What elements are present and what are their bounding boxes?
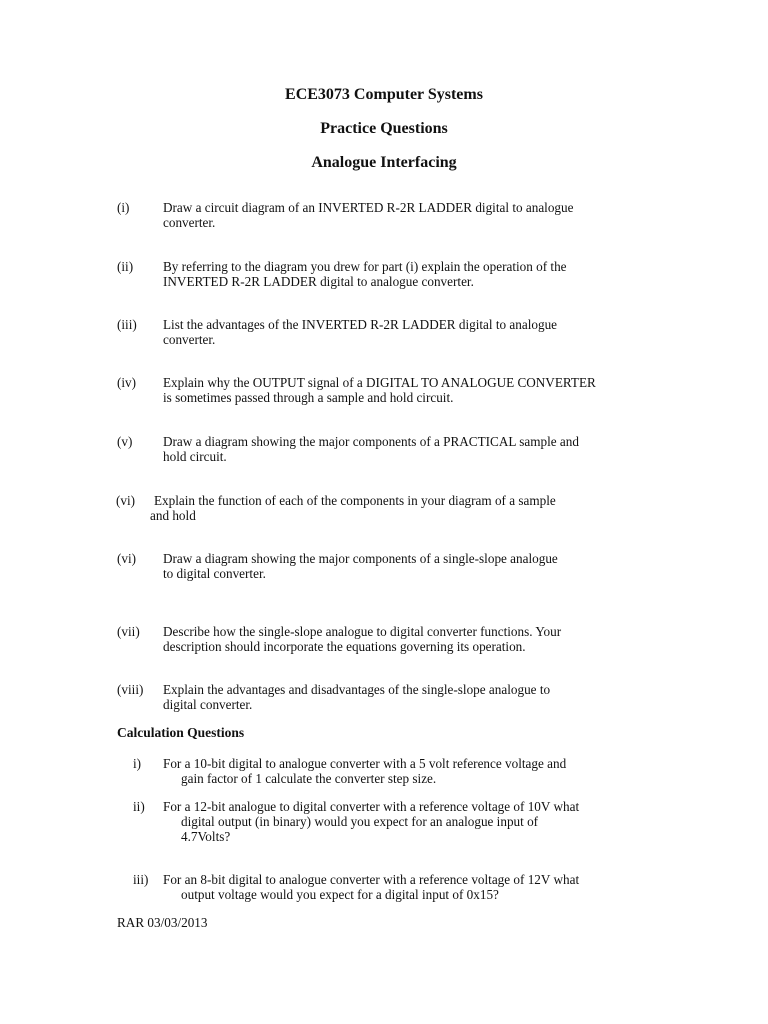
- question-text: Draw a diagram showing the major components of a PRACTICAL sample and hold circuit.: [163, 434, 579, 464]
- question-number: iii): [133, 872, 149, 887]
- question-text: Draw a circuit diagram of an INVERTED R-2R LADDER digital to analogue converter.: [163, 200, 574, 230]
- question-text: For a 10-bit digital to analogue converter with a 5 volt reference voltage and gain factor of 1 calculate the converter step size.: [163, 756, 567, 786]
- question-text: For an 8-bit digital to analogue converter with a reference voltage of 12V what output voltage would you expect for a digital input of 0x15?: [163, 872, 580, 902]
- question-number: (iv): [117, 375, 137, 390]
- course-title: ECE3073 Computer Systems: [285, 86, 483, 103]
- question-number: (v): [117, 434, 133, 449]
- question-number: i): [133, 756, 142, 771]
- question-number: (vii): [117, 624, 140, 639]
- question-number: (iii): [117, 317, 137, 332]
- question-number: (viii): [117, 682, 144, 697]
- footer-author-date: RAR 03/03/2013: [117, 915, 208, 930]
- question-number: (vi): [116, 493, 136, 508]
- calculation-heading: Calculation Questions: [117, 725, 245, 740]
- question-text: By referring to the diagram you drew for part (i) explain the operation of the INVERTED R-2R LADDER digital to analogue converter.: [163, 259, 567, 289]
- question-number: ii): [133, 799, 145, 814]
- question-text: Explain why the OUTPUT signal of a DIGITAL TO ANALOGUE CONVERTER is sometimes passed through a sample and hold circuit.: [163, 375, 596, 405]
- topic-title: Analogue Interfacing: [311, 154, 457, 171]
- question-number: (i): [117, 200, 130, 215]
- question-text: Describe how the single-slope analogue to digital converter functions. Your description should incorporate the equations governing its operation.: [163, 624, 562, 654]
- question-text: List the advantages of the INVERTED R-2R LADDER digital to analogue converter.: [163, 317, 558, 347]
- question-text: For a 12-bit analogue to digital converter with a reference voltage of 10V what digital output (in binary) would you expect for an analogue input of 4.7Volts?: [163, 799, 580, 844]
- question-number: (vi): [117, 551, 137, 566]
- question-text: Draw a diagram showing the major components of a single-slope analogue to digital converter.: [163, 551, 558, 581]
- document-subtitle: Practice Questions: [320, 120, 448, 137]
- question-text: Explain the advantages and disadvantages of the single-slope analogue to digital converter.: [163, 682, 551, 712]
- question-number: (ii): [117, 259, 134, 274]
- question-text: Explain the function of each of the components in your diagram of a sample and hold: [150, 493, 556, 523]
